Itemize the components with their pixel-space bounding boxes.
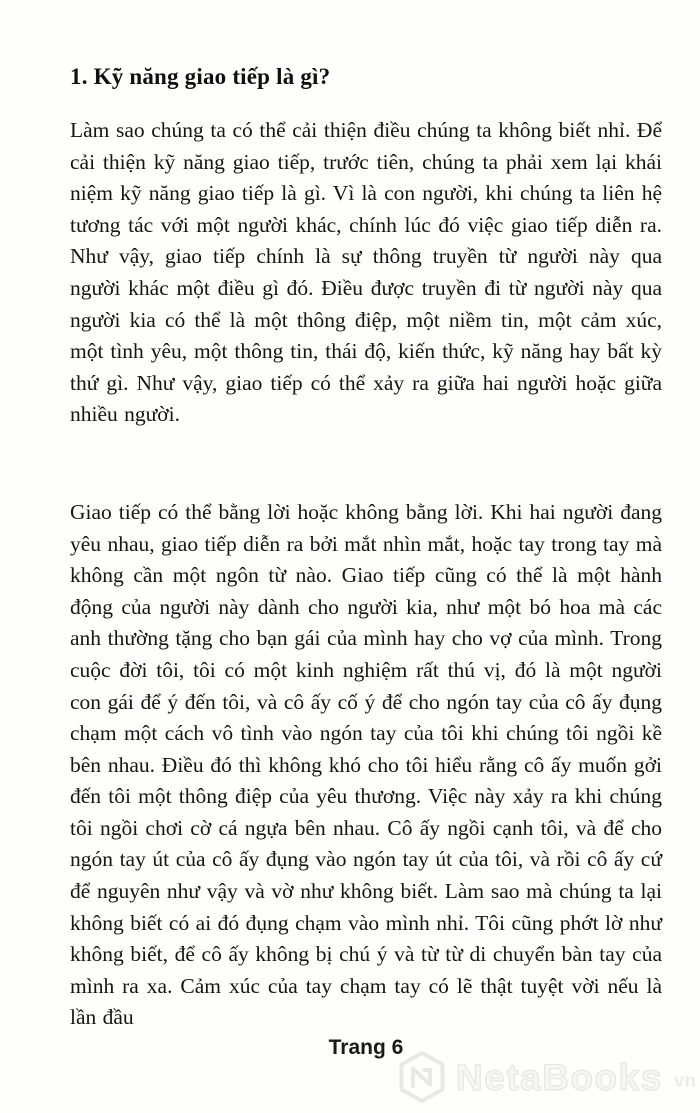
- watermark-tld-text: vn: [673, 1070, 696, 1092]
- netabooks-watermark: [397, 1051, 696, 1103]
- body-paragraph-1: Làm sao chúng ta có thể cải thiện điều chúng ta không biết nhỉ. Để cải thiện kỹ năng giao tiếp, trước tiên, chúng ta phải xem lại khái niệm kỹ năng giao tiếp là gì. Vì là con người, khi chúng ta liên hệ tương tác với một người khác, chính lúc đó việc giao tiếp diễn ra. Như vậy, giao tiếp chính là sự thông truyền từ người này qua người khác một điều gì đó. Điều được truyền đi từ người này qua người kia có thể là một thông điệp, một niềm tin, một cảm xúc, một tình yêu, một thông tin, thái độ, kiến thức, kỹ năng hay bất kỳ thứ gì. Như vậy, giao tiếp có thể xảy ra giữa hai người hoặc giữa nhiều người.: [70, 118, 662, 427]
- body-paragraph-2: Giao tiếp có thể bằng lời hoặc không bằng lời. Khi hai người đang yêu nhau, giao tiếp diễn ra bởi mắt nhìn mắt, hoặc tay trong tay mà không cần một ngôn từ nào. Giao tiếp cũng có thể là một hành động của người này dành cho người kia, như một bó hoa mà các anh thường tặng cho bạn gái của mình hay cho vợ của mình. Trong cuộc đời tôi, tôi có một kinh nghiệm rất thú vị, đó là một người con gái để ý đến tôi, và cô ấy cố ý để cho ngón tay của cô ấy đụng chạm một cách vô tình vào ngón tay của tôi khi chúng tôi ngồi kề bên nhau. Điều đó thì không khó cho tôi hiểu rằng cô ấy muốn gởi đến tôi một thông điệp của yêu thương. Việc này xảy ra khi chúng tôi ngồi chơi cờ cá ngựa bên nhau. Cô ấy ngồi cạnh tôi, và để cho ngón tay út của cô ấy đụng vào ngón tay út của tôi, và rồi cô ấy cứ để nguyên như vậy và vờ như không biết. Làm sao mà chúng ta lại không biết có ai đó đụng chạm vào mình nhỉ. Tôi cũng phớt lờ như không biết, để cô ấy không bị chú ý và từ từ di chuyển bàn tay của mình ra xa. Cảm xúc của tay chạm tay có lẽ thật tuyệt vời nếu là lần đầu: [70, 499, 662, 1030]
- page-number: Trang 6: [328, 1036, 404, 1059]
- watermark-brand-text: NetaBooks: [456, 1056, 663, 1098]
- section-heading: 1. Kỹ năng giao tiếp là gì?: [70, 64, 331, 89]
- page-content: [70, 0, 662, 1034]
- netabooks-hexagon-logo-icon: [397, 1051, 447, 1103]
